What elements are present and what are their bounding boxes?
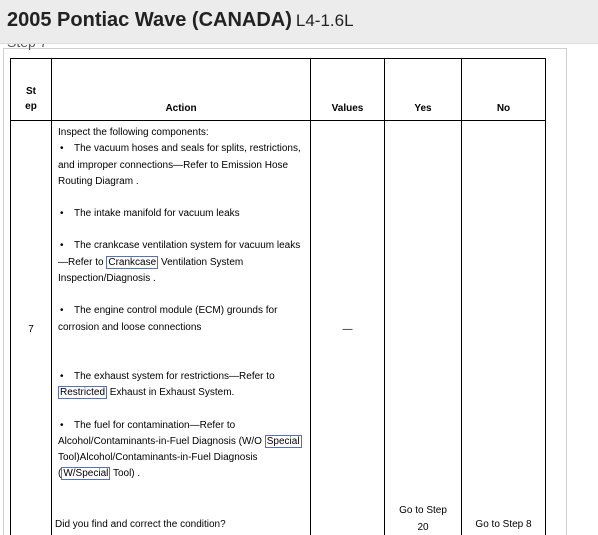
- action-item-intake-manifold: • The intake manifold for vacuum leaks: [58, 206, 308, 222]
- table-header-row: [11, 59, 546, 121]
- bullet-icon: •: [60, 143, 64, 155]
- action-cell: [52, 121, 311, 535]
- restricted-link[interactable]: Restricted: [60, 387, 106, 399]
- action-item-fuel: • The fuel for contamination—Refer to Alcohol/Contaminants-in-Fuel Diagnosis (W/O Special Tool)Alcohol/Contaminants-in-Fuel Diagnosis ( W/Special Tool) .: [58, 419, 300, 480]
- bullet-icon: •: [60, 419, 64, 431]
- bullet-icon: •: [60, 208, 64, 220]
- special-link[interactable]: Special: [266, 435, 300, 447]
- yes-cell: [385, 121, 462, 535]
- header-yes: Yes: [385, 59, 462, 121]
- page-title: [7, 9, 354, 32]
- bullet-icon: •: [60, 240, 64, 252]
- step-cell: [11, 121, 52, 535]
- header-step: [11, 59, 52, 121]
- no-goto[interactable]: Go to Step 8: [475, 519, 532, 530]
- action-text: [58, 125, 308, 483]
- bullet-icon: •: [60, 305, 64, 317]
- step-number: 7: [28, 324, 34, 335]
- header-step-line1: St: [26, 86, 36, 97]
- action-item-crankcase: • The crankcase ventilation system for vacuum leaks—Refer to Crankcase Ventilation System Inspection/Diagnosis .: [58, 240, 301, 285]
- engine-subtitle: L4-1.6L: [295, 11, 354, 30]
- yes-goto[interactable]: [385, 502, 461, 535]
- header-no: No: [462, 59, 546, 121]
- yes-goto-label: Go to Step: [399, 505, 447, 516]
- header-step-line2: ep: [25, 101, 37, 112]
- title-bar: [0, 0, 598, 44]
- header-action: Action: [52, 59, 311, 121]
- action-question: Did you find and correct the condition?: [55, 519, 226, 530]
- diagnostic-table: [10, 58, 546, 535]
- action-intro: Inspect the following components:: [58, 127, 209, 138]
- header-values: Values: [311, 59, 385, 121]
- values-text: —: [342, 324, 353, 335]
- vehicle-title: 2005 Pontiac Wave (CANADA): [7, 9, 292, 31]
- table-row: [11, 121, 546, 535]
- crankcase-link[interactable]: Crankcase: [108, 256, 157, 268]
- bullet-icon: •: [60, 370, 64, 382]
- no-cell: [462, 121, 546, 535]
- values-cell: [311, 121, 385, 535]
- action-item-exhaust: • The exhaust system for restrictions—Refer to Restricted Exhaust in Exhaust System.: [60, 370, 275, 399]
- action-item-vacuum-hoses: • The vacuum hoses and seals for splits, restrictions, and improper connections—Refer to Emission Hose Routing Diagram .: [58, 143, 301, 187]
- w-special-link[interactable]: W/Special: [63, 468, 109, 480]
- action-item-ecm-grounds: • The engine control module (ECM) grounds for corrosion and loose connections: [58, 305, 278, 333]
- yes-goto-step: 20: [417, 522, 429, 533]
